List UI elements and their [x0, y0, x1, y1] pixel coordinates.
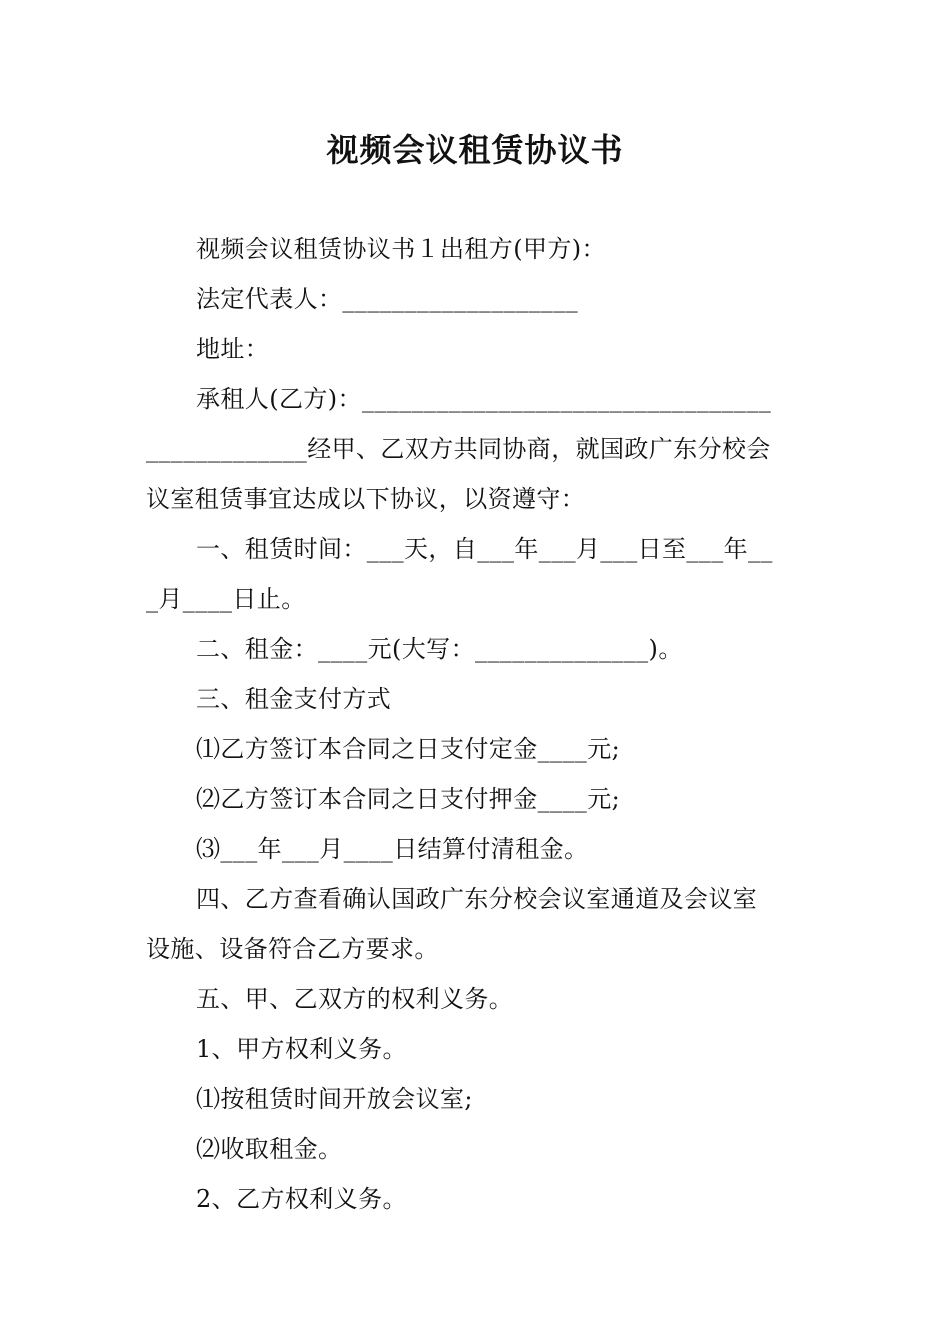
paragraph-line: ⑵收取租金。 [196, 1135, 343, 1163]
paragraph-line: 四、乙方查看确认国政广东分校会议室通道及会议室 [196, 885, 758, 913]
paragraph-line: ⑵乙方签订本合同之日支付押金____元; [196, 785, 621, 813]
paragraph-line: 设施、设备符合乙方要求。 [146, 935, 439, 963]
paragraph-line: 2、乙方权利义务。 [196, 1185, 407, 1213]
paragraph-line: ⑴按租赁时间开放会议室; [196, 1085, 473, 1113]
document-title: 视频会议租赁协议书 [326, 131, 624, 169]
paragraph-line: 三、租金支付方式 [196, 685, 392, 713]
paragraph-line: _月____日止。 [146, 585, 306, 613]
paragraph-line: 二、租金：____元(大写：______________)。 [196, 635, 683, 663]
paragraph-line: 一、租赁时间：___天，自___年___月___日至___年__ [196, 535, 773, 563]
paragraph-line: ⑴乙方签订本合同之日支付定金____元; [196, 735, 621, 763]
paragraph-line: 地址： [196, 335, 270, 363]
paragraph-line: 五、甲、乙双方的权利义务。 [196, 985, 514, 1013]
paragraph-line: 法定代表人：___________________ [196, 285, 578, 313]
paragraph-line: _____________经甲、乙双方共同协商，就国政广东分校会 [146, 435, 771, 463]
paragraph-line: 议室租赁事宜达成以下协议，以资遵守： [146, 485, 586, 513]
paragraph-line: 承租人(乙方)：_________________________________ [196, 385, 772, 413]
paragraph-line: 视频会议租赁协议书１出租方(甲方)： [196, 235, 606, 263]
paragraph-line: ⑶___年___月____日结算付清租金。 [196, 835, 589, 863]
paragraph-line: 1、甲方权利义务。 [196, 1035, 407, 1063]
